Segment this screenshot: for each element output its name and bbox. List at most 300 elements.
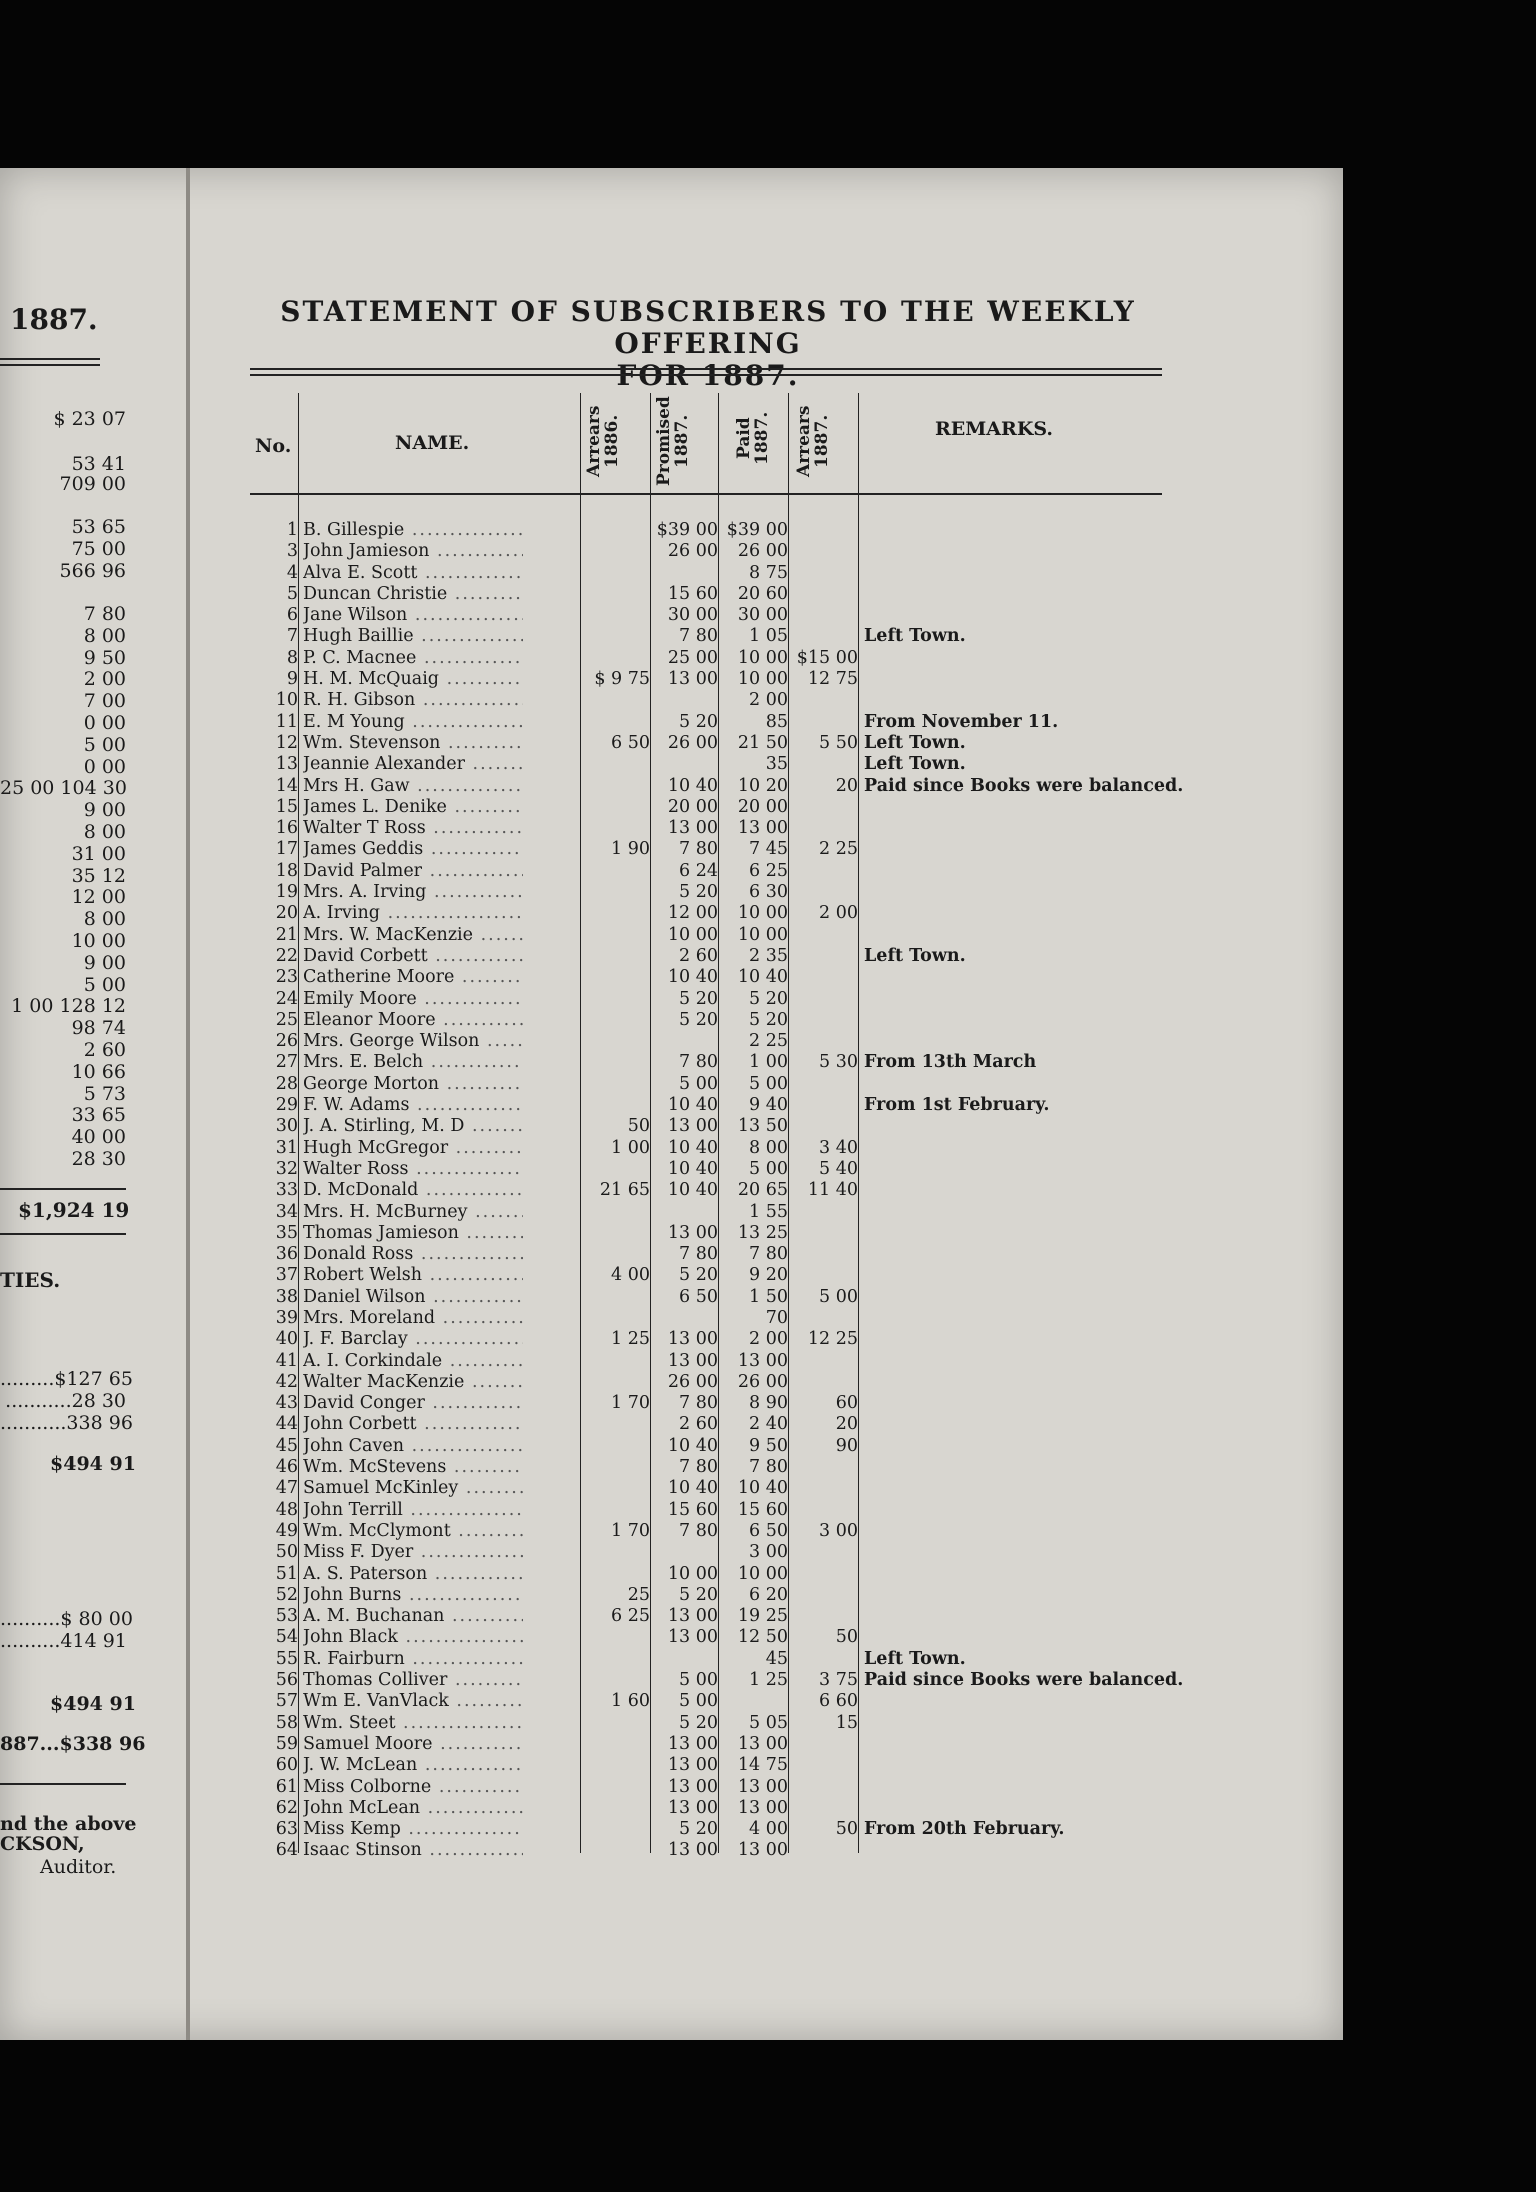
subscriber-name: A. M. Buchanan ..... bbox=[303, 1606, 523, 1627]
left-partial-row: 0 00 bbox=[83, 712, 126, 734]
row-number: 45 bbox=[275, 1435, 298, 1456]
subscriber-name: F. W. Adams ..... bbox=[303, 1095, 523, 1116]
paid-1887-cell: 30 00 bbox=[737, 605, 788, 626]
left-partial-row: 5 00 bbox=[83, 733, 126, 756]
subscriber-name: Wm. McStevens ..... bbox=[303, 1457, 523, 1478]
left-closing-text-3: Auditor. bbox=[40, 1856, 117, 1878]
row-number: 10 bbox=[275, 690, 298, 711]
subscriber-name: Mrs. A. Irving ..... bbox=[303, 882, 523, 903]
left-amount: 75 00 bbox=[71, 538, 126, 560]
arrears-1887-cell: $15 00 bbox=[796, 647, 858, 668]
subscriber-name: Alva E. Scott ..... bbox=[303, 563, 523, 584]
arrears-1886-cell: 21 65 bbox=[599, 1180, 650, 1201]
arrears-1887-cell: 11 40 bbox=[807, 1180, 858, 1201]
table-row bbox=[250, 1649, 1350, 1670]
arrears-1887-cell: 2 25 bbox=[819, 839, 858, 860]
table-row bbox=[250, 1351, 1350, 1372]
subscriber-name: Isaac Stinson ..... bbox=[303, 1840, 523, 1861]
row-number: 24 bbox=[275, 988, 298, 1009]
row-number: 42 bbox=[275, 1371, 298, 1392]
header-no: No. bbox=[255, 435, 292, 457]
row-number: 53 bbox=[275, 1606, 298, 1627]
promised-1887-cell: 5 20 bbox=[679, 1265, 718, 1286]
table-row bbox=[250, 733, 1350, 754]
left-partial-row: 8 00 bbox=[83, 908, 126, 931]
subscriber-name: Mrs. George Wilson ..... bbox=[303, 1031, 523, 1052]
left-amount: 566 96 bbox=[59, 560, 126, 582]
paid-1887-cell: 2 40 bbox=[749, 1414, 788, 1435]
row-number: 4 bbox=[286, 562, 298, 583]
remarks-cell: Left Town. bbox=[864, 945, 966, 966]
row-number: 49 bbox=[275, 1520, 298, 1541]
subscriber-name: Miss Colborne ..... bbox=[303, 1777, 523, 1798]
table-row bbox=[250, 1095, 1350, 1116]
promised-1887-cell: 7 80 bbox=[679, 839, 718, 860]
promised-1887-cell: 2 60 bbox=[679, 945, 718, 966]
promised-1887-cell: 26 00 bbox=[667, 1371, 718, 1392]
left-closing-text-1: nd the above bbox=[0, 1813, 137, 1835]
promised-1887-cell: 20 00 bbox=[667, 796, 718, 817]
promised-1887-cell: 13 00 bbox=[667, 1350, 718, 1371]
table-row bbox=[250, 563, 1350, 584]
subscriber-name: David Conger ..... bbox=[303, 1393, 523, 1414]
subscriber-name: Thomas Jamieson ..... bbox=[303, 1223, 523, 1244]
table-row bbox=[250, 861, 1350, 882]
arrears-1887-cell: 3 00 bbox=[819, 1520, 858, 1541]
table-row bbox=[250, 1691, 1350, 1712]
table-row bbox=[250, 1840, 1350, 1861]
arrears-1887-cell: 5 00 bbox=[819, 1286, 858, 1307]
table-row bbox=[250, 1819, 1350, 1840]
promised-1887-cell: 5 20 bbox=[679, 1584, 718, 1605]
row-number: 52 bbox=[275, 1584, 298, 1605]
row-number: 26 bbox=[275, 1031, 298, 1052]
paid-1887-cell: 5 05 bbox=[749, 1712, 788, 1733]
arrears-1887-cell: 5 30 bbox=[819, 1052, 858, 1073]
table-row bbox=[250, 754, 1350, 775]
table-row bbox=[250, 989, 1350, 1010]
left-partial-row: 9 00 bbox=[83, 799, 126, 822]
arrears-1887-cell: 6 60 bbox=[819, 1691, 858, 1712]
row-number: 1 bbox=[286, 520, 298, 540]
subscriber-name: Walter MacKenzie ..... bbox=[303, 1372, 523, 1393]
paid-1887-cell: 8 75 bbox=[749, 562, 788, 583]
paid-1887-cell: 6 50 bbox=[749, 1520, 788, 1541]
row-number: 32 bbox=[275, 1158, 298, 1179]
table-row bbox=[250, 690, 1350, 711]
title-line-2: FOR 1887. bbox=[616, 359, 800, 392]
arrears-1887-cell: 50 bbox=[835, 1819, 858, 1840]
table-row bbox=[250, 1670, 1350, 1691]
promised-1887-cell: 13 00 bbox=[667, 1776, 718, 1797]
row-number: 55 bbox=[275, 1648, 298, 1669]
subscriber-table bbox=[250, 520, 1350, 1862]
row-number: 25 bbox=[275, 1009, 298, 1030]
promised-1887-cell: 13 00 bbox=[667, 1606, 718, 1627]
statement-title bbox=[250, 296, 1166, 392]
promised-1887-cell: 10 40 bbox=[667, 1137, 718, 1158]
arrears-1886-cell: 6 50 bbox=[611, 732, 650, 753]
paid-1887-cell: 35 bbox=[765, 754, 788, 775]
row-number: 28 bbox=[275, 1073, 298, 1094]
table-row bbox=[250, 1265, 1350, 1286]
promised-1887-cell: 13 00 bbox=[667, 669, 718, 690]
row-number: 17 bbox=[275, 839, 298, 860]
subscriber-name: Miss Kemp ..... bbox=[303, 1819, 523, 1840]
subscriber-name: Wm. Steet ..... bbox=[303, 1713, 523, 1734]
paid-1887-cell: 10 00 bbox=[737, 669, 788, 690]
remarks-cell: Left Town. bbox=[864, 732, 966, 753]
row-number: 41 bbox=[275, 1350, 298, 1371]
left-partial-row: 7 80 bbox=[83, 603, 126, 625]
title-double-rule bbox=[250, 368, 1162, 376]
paid-1887-cell: 8 00 bbox=[749, 1137, 788, 1158]
row-number: 7 bbox=[286, 626, 298, 647]
table-row bbox=[250, 1457, 1350, 1478]
row-number: 59 bbox=[275, 1733, 298, 1754]
table-row bbox=[250, 669, 1350, 690]
promised-1887-cell: 7 80 bbox=[679, 1052, 718, 1073]
promised-1887-cell: 5 20 bbox=[679, 988, 718, 1009]
row-number: 30 bbox=[275, 1116, 298, 1137]
paid-1887-cell: 13 00 bbox=[737, 818, 788, 839]
promised-1887-cell: 15 60 bbox=[667, 583, 718, 604]
table-row bbox=[250, 1308, 1350, 1329]
table-row bbox=[250, 1287, 1350, 1308]
paid-1887-cell: 1 00 bbox=[749, 1052, 788, 1073]
subscriber-name: Mrs. H. McBurney ..... bbox=[303, 1202, 523, 1223]
table-row bbox=[250, 1755, 1350, 1776]
subscriber-name: E. M Young ..... bbox=[303, 712, 523, 733]
row-number: 12 bbox=[275, 732, 298, 753]
table-row bbox=[250, 1159, 1350, 1180]
arrears-1886-cell: 1 70 bbox=[611, 1520, 650, 1541]
promised-1887-cell: 13 00 bbox=[667, 1797, 718, 1818]
table-row bbox=[250, 541, 1350, 562]
table-row bbox=[250, 1244, 1350, 1265]
paid-1887-cell: 13 00 bbox=[737, 1840, 788, 1861]
subscriber-name: Samuel Moore ..... bbox=[303, 1734, 523, 1755]
arrears-1887-cell: 60 bbox=[835, 1393, 858, 1414]
promised-1887-cell: 13 00 bbox=[667, 1733, 718, 1754]
left-section-heading: TIES. bbox=[0, 1268, 61, 1292]
table-row bbox=[250, 1734, 1350, 1755]
left-section-amount: .........$127 65 bbox=[0, 1368, 133, 1390]
table-row bbox=[250, 1116, 1350, 1137]
promised-1887-cell: 10 40 bbox=[667, 1435, 718, 1456]
promised-1887-cell: 5 20 bbox=[679, 1712, 718, 1733]
arrears-1886-cell: $ 9 75 bbox=[594, 669, 650, 690]
row-number: 3 bbox=[286, 541, 298, 562]
promised-1887-cell: 7 80 bbox=[679, 626, 718, 647]
row-number: 33 bbox=[275, 1180, 298, 1201]
arrears-1887-cell: 3 75 bbox=[819, 1670, 858, 1691]
subscriber-name: H. M. McQuaig ..... bbox=[303, 669, 523, 690]
paid-1887-cell: 1 05 bbox=[749, 626, 788, 647]
promised-1887-cell: 30 00 bbox=[667, 605, 718, 626]
paid-1887-cell: 26 00 bbox=[737, 541, 788, 562]
row-number: 61 bbox=[275, 1776, 298, 1797]
subscriber-name: D. McDonald ..... bbox=[303, 1180, 523, 1201]
left-partial-row: 7 00 bbox=[83, 690, 126, 713]
promised-1887-cell: 26 00 bbox=[667, 732, 718, 753]
subscriber-name: Miss F. Dyer ..... bbox=[303, 1542, 523, 1563]
paid-1887-cell: 2 00 bbox=[749, 690, 788, 711]
paid-1887-cell: 1 25 bbox=[749, 1670, 788, 1691]
arrears-1886-cell: 25 bbox=[627, 1584, 650, 1605]
table-row bbox=[250, 946, 1350, 967]
table-row bbox=[250, 584, 1350, 605]
paid-1887-cell: 6 20 bbox=[749, 1584, 788, 1605]
row-number: 54 bbox=[275, 1627, 298, 1648]
paid-1887-cell: 70 bbox=[765, 1307, 788, 1328]
row-number: 37 bbox=[275, 1265, 298, 1286]
table-row bbox=[250, 1202, 1350, 1223]
subscriber-name: James L. Denike ..... bbox=[303, 797, 523, 818]
table-row bbox=[250, 1372, 1350, 1393]
left-partial-row: 25 00 104 30 bbox=[0, 777, 127, 800]
left-partial-row: 35 12 bbox=[71, 864, 126, 887]
arrears-1887-cell: 12 75 bbox=[807, 669, 858, 690]
header-name: NAME. bbox=[395, 432, 470, 454]
paid-1887-cell: 21 50 bbox=[737, 732, 788, 753]
promised-1887-cell: 13 00 bbox=[667, 1840, 718, 1861]
paid-1887-cell: 10 00 bbox=[737, 1563, 788, 1584]
title-line-1: STATEMENT OF SUBSCRIBERS TO THE WEEKLY OFFERING bbox=[280, 295, 1136, 360]
table-row bbox=[250, 1180, 1350, 1201]
subscriber-name: Jane Wilson ..... bbox=[303, 605, 523, 626]
paid-1887-cell: 6 25 bbox=[749, 860, 788, 881]
table-row bbox=[250, 1223, 1350, 1244]
paid-1887-cell: 20 60 bbox=[737, 583, 788, 604]
paid-1887-cell: 13 25 bbox=[737, 1222, 788, 1243]
paid-1887-cell: 13 00 bbox=[737, 1776, 788, 1797]
row-number: 9 bbox=[286, 669, 298, 690]
row-number: 48 bbox=[275, 1499, 298, 1520]
subscriber-name: Catherine Moore ..... bbox=[303, 967, 523, 988]
left-section-amount: ...........28 30 bbox=[5, 1390, 126, 1412]
left-rule bbox=[0, 1233, 126, 1235]
subscriber-name: John Terrill ..... bbox=[303, 1500, 523, 1521]
subscriber-name: Jeannie Alexander ..... bbox=[303, 754, 523, 775]
row-number: 38 bbox=[275, 1286, 298, 1307]
arrears-1886-cell: 1 25 bbox=[611, 1329, 650, 1350]
promised-1887-cell: 7 80 bbox=[679, 1393, 718, 1414]
table-row bbox=[250, 1436, 1350, 1457]
promised-1887-cell: 5 00 bbox=[679, 1670, 718, 1691]
promised-1887-cell: 10 40 bbox=[667, 1158, 718, 1179]
paid-1887-cell: $39 00 bbox=[726, 520, 788, 540]
paid-1887-cell: 45 bbox=[765, 1648, 788, 1669]
left-partial-row: 8 00 bbox=[83, 821, 126, 843]
subscriber-name: Wm. McClymont ..... bbox=[303, 1521, 523, 1542]
left-closing-text-2: CKSON, bbox=[0, 1833, 85, 1855]
row-number: 46 bbox=[275, 1457, 298, 1478]
promised-1887-cell: 13 00 bbox=[667, 1627, 718, 1648]
table-row bbox=[250, 1542, 1350, 1563]
left-partial-row: 28 30 bbox=[71, 1148, 126, 1170]
subscriber-name: J. A. Stirling, M. D ..... bbox=[303, 1116, 523, 1137]
left-partial-row: 1 00 128 12 bbox=[11, 995, 126, 1018]
row-number: 56 bbox=[275, 1670, 298, 1691]
row-number: 43 bbox=[275, 1393, 298, 1414]
remarks-cell: From November 11. bbox=[864, 711, 1059, 732]
promised-1887-cell: 10 00 bbox=[667, 1563, 718, 1584]
left-partial-row: 8 00 bbox=[83, 624, 126, 647]
header-arrears-1886: Arrears 1886. bbox=[584, 405, 622, 477]
row-number: 36 bbox=[275, 1244, 298, 1265]
left-partial-row: 31 00 bbox=[71, 842, 126, 865]
table-row bbox=[250, 648, 1350, 669]
paid-1887-cell: 10 40 bbox=[737, 1478, 788, 1499]
subscriber-name: Mrs. Moreland ..... bbox=[303, 1308, 523, 1329]
paid-1887-cell: 14 75 bbox=[737, 1755, 788, 1776]
subscriber-name: Eleanor Moore ..... bbox=[303, 1010, 523, 1031]
table-row bbox=[250, 605, 1350, 626]
left-partial-row: 10 00 bbox=[71, 930, 126, 952]
arrears-1887-cell: 12 25 bbox=[807, 1329, 858, 1350]
left-amount: $ 23 07 bbox=[53, 408, 126, 430]
table-row bbox=[250, 967, 1350, 988]
remarks-cell: Left Town. bbox=[864, 1648, 966, 1669]
promised-1887-cell: 13 00 bbox=[667, 818, 718, 839]
subscriber-name: David Palmer ..... bbox=[303, 861, 523, 882]
header-rule bbox=[250, 493, 1162, 495]
table-row bbox=[250, 1010, 1350, 1031]
subscriber-name: Thomas Colliver ..... bbox=[303, 1670, 523, 1691]
header-arrears-1887: Arrears 1887. bbox=[794, 405, 832, 477]
table-row bbox=[250, 1478, 1350, 1499]
row-number: 47 bbox=[275, 1478, 298, 1499]
row-number: 20 bbox=[275, 903, 298, 924]
table-row bbox=[250, 1713, 1350, 1734]
promised-1887-cell: 10 40 bbox=[667, 775, 718, 796]
row-number: 22 bbox=[275, 945, 298, 966]
arrears-1886-cell: 6 25 bbox=[611, 1606, 650, 1627]
table-row bbox=[250, 903, 1350, 924]
promised-1887-cell: 13 00 bbox=[667, 1329, 718, 1350]
arrears-1887-cell: 20 bbox=[835, 1414, 858, 1435]
arrears-1886-cell: 1 70 bbox=[611, 1393, 650, 1414]
paid-1887-cell: 85 bbox=[765, 711, 788, 732]
subscriber-name: Samuel McKinley ..... bbox=[303, 1478, 523, 1499]
remarks-cell: Paid since Books were balanced. bbox=[864, 1670, 1184, 1691]
subscriber-name: Mrs. E. Belch ..... bbox=[303, 1052, 523, 1073]
row-number: 16 bbox=[275, 818, 298, 839]
promised-1887-cell: 10 40 bbox=[667, 1478, 718, 1499]
left-closing-line: 887...$338 96 bbox=[0, 1733, 146, 1755]
row-number: 63 bbox=[275, 1819, 298, 1840]
arrears-1886-cell: 50 bbox=[627, 1116, 650, 1137]
left-final-total: $494 91 bbox=[50, 1693, 136, 1715]
table-row bbox=[250, 626, 1350, 647]
row-number: 58 bbox=[275, 1712, 298, 1733]
left-amount: 53 65 bbox=[71, 516, 126, 538]
subscriber-name: J. F. Barclay ..... bbox=[303, 1329, 523, 1350]
promised-1887-cell: $39 00 bbox=[656, 520, 718, 540]
arrears-1886-cell: 4 00 bbox=[611, 1265, 650, 1286]
left-partial-row: 10 66 bbox=[71, 1060, 126, 1083]
row-number: 8 bbox=[286, 647, 298, 668]
left-partial-row: 98 74 bbox=[71, 1017, 126, 1040]
left-partial-row: 9 50 bbox=[83, 646, 126, 669]
arrears-1887-cell: 5 50 bbox=[819, 732, 858, 753]
table-row bbox=[250, 925, 1350, 946]
promised-1887-cell: 26 00 bbox=[667, 541, 718, 562]
paid-1887-cell: 10 00 bbox=[737, 924, 788, 945]
paid-1887-cell: 10 40 bbox=[737, 967, 788, 988]
left-rule bbox=[0, 1783, 126, 1785]
subscriber-name: David Corbett ..... bbox=[303, 946, 523, 967]
remarks-cell: From 20th February. bbox=[864, 1819, 1065, 1840]
paid-1887-cell: 2 00 bbox=[749, 1329, 788, 1350]
row-number: 31 bbox=[275, 1137, 298, 1158]
table-row bbox=[250, 1138, 1350, 1159]
subscriber-name: J. W. McLean ..... bbox=[303, 1755, 523, 1776]
arrears-1887-cell: 90 bbox=[835, 1435, 858, 1456]
row-number: 21 bbox=[275, 924, 298, 945]
left-rule bbox=[0, 358, 100, 360]
paid-1887-cell: 6 30 bbox=[749, 882, 788, 903]
row-number: 23 bbox=[275, 967, 298, 988]
arrears-1887-cell: 5 40 bbox=[819, 1158, 858, 1179]
subscriber-name: A. Irving ..... bbox=[303, 903, 523, 924]
promised-1887-cell: 6 50 bbox=[679, 1286, 718, 1307]
promised-1887-cell: 6 24 bbox=[679, 860, 718, 881]
table-row bbox=[250, 797, 1350, 818]
paid-1887-cell: 20 65 bbox=[737, 1180, 788, 1201]
paid-1887-cell: 13 00 bbox=[737, 1350, 788, 1371]
paid-1887-cell: 20 00 bbox=[737, 796, 788, 817]
paid-1887-cell: 8 90 bbox=[749, 1393, 788, 1414]
left-partial-row: 2 00 bbox=[83, 668, 126, 691]
arrears-1887-cell: 50 bbox=[835, 1627, 858, 1648]
subscriber-name: John Black ..... bbox=[303, 1627, 523, 1648]
row-number: 64 bbox=[275, 1840, 298, 1861]
promised-1887-cell: 5 20 bbox=[679, 882, 718, 903]
header-promised-1887: Promised 1887. bbox=[654, 396, 692, 486]
left-partial-row: 5 73 bbox=[83, 1082, 126, 1105]
table-row bbox=[250, 839, 1350, 860]
left-partial-row: 5 00 bbox=[83, 973, 126, 996]
arrears-1887-cell: 2 00 bbox=[819, 903, 858, 924]
promised-1887-cell: 10 40 bbox=[667, 1180, 718, 1201]
remarks-cell: Paid since Books were balanced. bbox=[864, 775, 1184, 796]
promised-1887-cell: 5 00 bbox=[679, 1691, 718, 1712]
table-row bbox=[250, 882, 1350, 903]
table-row bbox=[250, 1414, 1350, 1435]
paid-1887-cell: 3 00 bbox=[749, 1542, 788, 1563]
paid-1887-cell: 7 80 bbox=[749, 1244, 788, 1265]
paid-1887-cell: 26 00 bbox=[737, 1371, 788, 1392]
table-row bbox=[250, 1074, 1350, 1095]
row-number: 14 bbox=[275, 775, 298, 796]
subscriber-name: Walter T Ross ..... bbox=[303, 818, 523, 839]
paid-1887-cell: 5 20 bbox=[749, 1009, 788, 1030]
remarks-cell: Left Town. bbox=[864, 626, 966, 647]
promised-1887-cell: 2 60 bbox=[679, 1414, 718, 1435]
left-page-fragment bbox=[0, 168, 186, 2040]
promised-1887-cell: 5 20 bbox=[679, 1819, 718, 1840]
row-number: 57 bbox=[275, 1691, 298, 1712]
paid-1887-cell: 9 20 bbox=[749, 1265, 788, 1286]
page-fold bbox=[186, 168, 190, 2040]
row-number: 19 bbox=[275, 882, 298, 903]
paid-1887-cell: 2 25 bbox=[749, 1031, 788, 1052]
subscriber-name: Duncan Christie ..... bbox=[303, 584, 523, 605]
subscriber-name: John Jamieson ..... bbox=[303, 541, 523, 562]
subscriber-name: Emily Moore ..... bbox=[303, 989, 523, 1010]
